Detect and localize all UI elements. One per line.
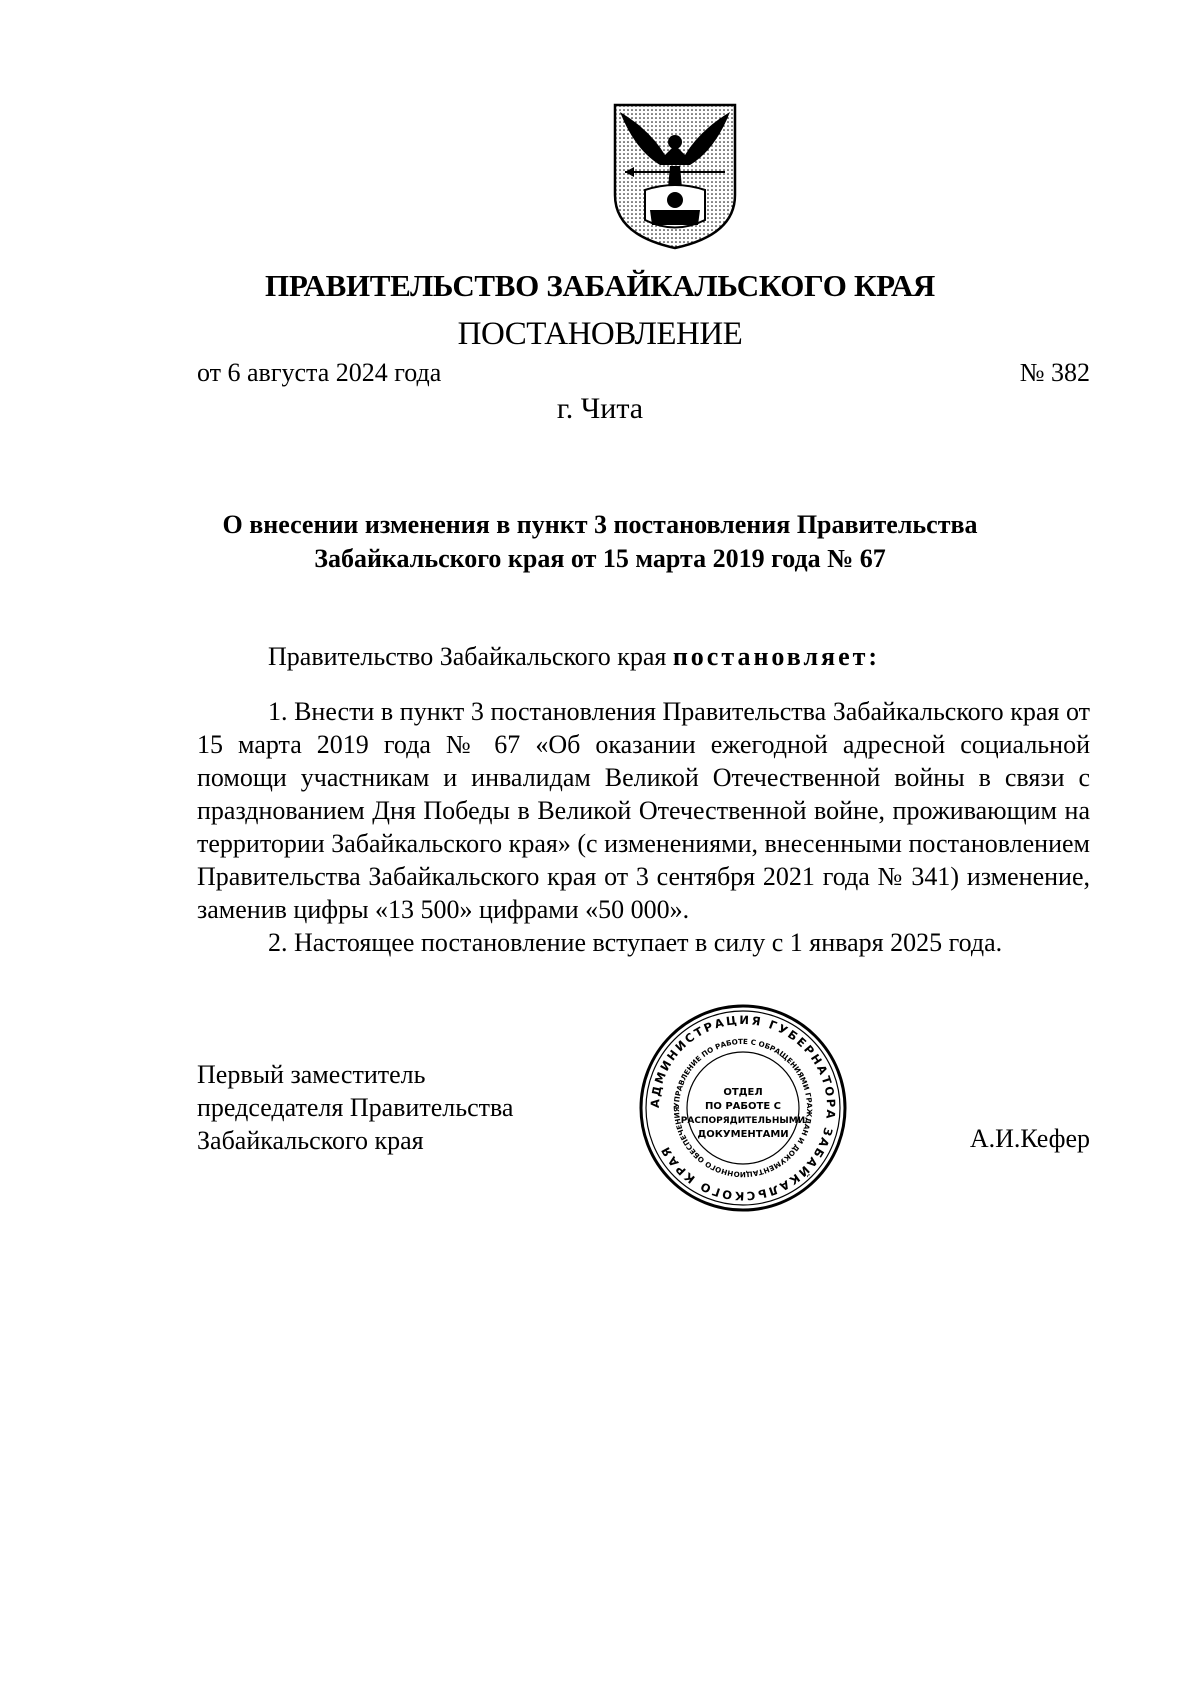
organization-title: ПРАВИТЕЛЬСТВО ЗАБАЙКАЛЬСКОГО КРАЯ — [265, 268, 935, 303]
document-heading — [0, 508, 1200, 576]
heading-line-2: Забайкальского края от 15 марта 2019 года № 67 — [314, 544, 886, 573]
signer-position-line-1: Первый заместитель — [197, 1060, 426, 1089]
signer-name: А.И.Кефер — [969, 1124, 1090, 1153]
paragraph-1-text: 1. Внести в пункт 3 постановления Правительства Забайкальского края от 15 марта 2019 года № 67 «Об оказании ежегодной адресной социальной помощи участникам и инвалидам Великой Отечественной войны в связи с празднованием Дня Победы в Великой Отечественной войне, проживающим на территории Забайкальского края» (с изменениями, внесенными постановлением Правительства Забайкальского края от 3 сентября 2021 года № 341) изменение, заменив цифры «13 500» цифрами «50 000». — [197, 697, 1090, 924]
coat-of-arms-icon — [610, 100, 740, 250]
stamp-center-line-4: ДОКУМЕНТАМИ — [697, 1129, 789, 1140]
paragraph-2: 2. Настоящее постановление вступает в силу с 1 января 2025 года. — [268, 928, 1003, 957]
document-type: ПОСТАНОВЛЕНИЕ — [457, 316, 743, 352]
stamp-center-line-2: ПО РАБОТЕ С — [704, 1101, 782, 1112]
preamble-decision: постановляет: — [672, 642, 881, 671]
heading-line-1: О внесении изменения в пункт 3 постановления Правительства — [222, 510, 978, 539]
preamble-text: Правительство Забайкальского края — [268, 642, 667, 671]
signer-position — [197, 1058, 513, 1157]
stamp-inner-text: УПРАВЛЕНИЕ ПО РАБОТЕ С ОБРАЩЕНИЯМИ ГРАЖДАН И ДОКУМЕНТАЦИОННОГО ОБЕСПЕЧЕНИЯ — [671, 1036, 815, 1180]
preamble — [268, 640, 880, 673]
stamp-center-line-1: ОТДЕЛ — [723, 1087, 763, 1098]
stamp-outer-text: АДМИНИСТРАЦИЯ ГУБЕРНАТОРА ЗАБАЙКАЛЬСКОГО КРАЯ — [647, 1012, 839, 1204]
stamp-center-line-3: РАСПОРЯДИТЕЛЬНЫМИ — [680, 1116, 806, 1126]
paragraph-1 — [197, 695, 1090, 926]
document-date: от 6 августа 2024 года — [197, 358, 442, 387]
signer-position-line-2: председателя Правительства — [197, 1093, 514, 1122]
document-city: г. Чита — [556, 392, 644, 425]
document-number: № 382 — [1019, 358, 1090, 387]
official-stamp — [638, 1003, 848, 1213]
signer-position-line-3: Забайкальского края — [197, 1126, 424, 1155]
